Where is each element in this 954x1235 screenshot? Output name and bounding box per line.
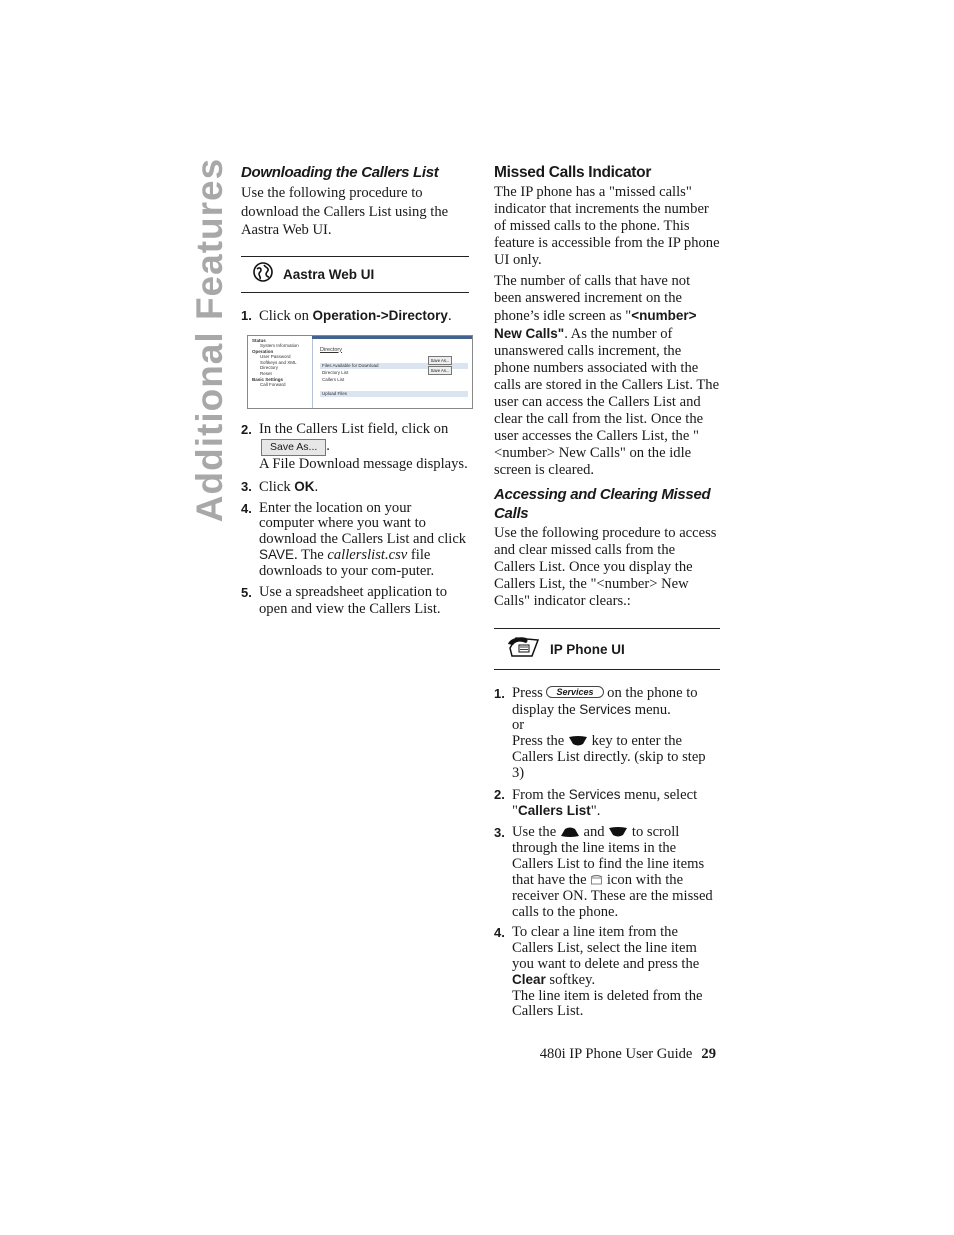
step-text: menu, select "	[512, 786, 698, 820]
download-step-5	[241, 584, 469, 618]
step-number: 2.	[494, 786, 505, 802]
screenshot-save-as-button: Save As...	[428, 356, 452, 365]
step-text: From the	[512, 786, 569, 803]
step-text-or: or	[512, 717, 525, 734]
step-text: Click	[259, 478, 295, 495]
step-text-end: file downloads to your com-puter.	[259, 547, 435, 579]
step-text: Press the	[512, 732, 565, 749]
screenshot-sidebar-item: Status	[252, 337, 266, 343]
downloading-intro: Use the following procedure to download the Callers List using the Aastra Web UI.	[241, 185, 449, 238]
ip-phone-ui-label: IP Phone UI	[550, 641, 625, 657]
step-number: 4.	[494, 925, 505, 941]
screenshot-title: Directory	[320, 346, 343, 353]
services-menu-label: Services	[568, 786, 621, 802]
step-text: key to enter the Callers List directly. (skip to step 3)	[512, 732, 706, 781]
missed-call-phone-icon	[590, 874, 603, 890]
step-text: To clear a line item from the Callers List, select the line item you want to delete and press the	[512, 924, 700, 972]
download-steps-continued	[241, 421, 469, 619]
new-calls-indicator-text: <number> New Calls"	[494, 308, 697, 341]
step-text: icon with the receiver ON. These are the missed calls to the phone.	[512, 871, 713, 920]
callerslist-filename: callerslist.csv	[327, 547, 408, 564]
ip-phone-ui-banner	[494, 628, 720, 670]
down-arrow-key-icon	[608, 826, 628, 842]
save-as-button[interactable]: Save As...	[261, 439, 326, 456]
section-side-tab	[180, 157, 240, 523]
step-text: Press	[512, 685, 543, 701]
step-text-end: .	[326, 437, 330, 454]
screenshot-sidebar-item: Reset	[260, 371, 272, 377]
screenshot-sidebar	[248, 336, 313, 408]
aastra-web-ui-label: Aastra Web UI	[283, 266, 375, 282]
down-arrow-key-icon	[568, 735, 588, 751]
screenshot-sidebar-item: Softkeys and XML	[260, 359, 297, 365]
screenshot-sidebar-item: Call Forward	[260, 382, 286, 388]
save-label: SAVE	[259, 547, 295, 563]
guide-title: 480i IP Phone User Guide	[539, 1046, 693, 1062]
step-number: 4.	[241, 500, 252, 516]
step-text: Enter the location on your computer where you want to download the Callers List and click	[259, 499, 467, 547]
missed-step-3	[494, 825, 720, 921]
screenshot-row: Callers List	[322, 376, 345, 382]
step-text-end: ".	[590, 803, 601, 820]
screenshot-save-as-button: Save As...	[428, 366, 452, 375]
screenshot-row: Directory List	[322, 369, 349, 375]
step-text: softkey.	[545, 972, 596, 989]
step-text: In the Callers List field, click on	[259, 420, 449, 437]
missed-calls-para-1: The IP phone has a "missed calls" indicator that increments the number of missed calls to the phone. This feature is accessible from the IP phone UI only.	[494, 184, 720, 268]
download-step-3	[241, 478, 469, 496]
page-footer	[494, 1046, 716, 1063]
step-text-end: .	[314, 478, 319, 495]
section-side-tab-label: Additional Features	[189, 157, 230, 523]
ok-label: OK	[294, 478, 315, 494]
screenshot-sidebar-item: Directory	[260, 365, 279, 371]
callers-list-option: Callers List	[517, 803, 591, 819]
missed-calls-para-2	[494, 273, 720, 479]
para-text: . As the number of unanswered calls increment, the phone numbers associated with the calls are stored in the Callers List. The user can access the Callers List and clear the call from the list. Once the user accesses the Callers List, the "<number> New Calls" on the idle screen is cleared.	[494, 326, 720, 478]
screenshot-sidebar-item: Basic Settings	[252, 376, 284, 382]
missed-step-2	[494, 787, 720, 820]
step-number: 2.	[241, 421, 252, 437]
right-column	[494, 163, 720, 1025]
step-text: menu.	[634, 701, 671, 718]
web-ui-directory-screenshot	[247, 335, 473, 409]
download-steps	[241, 307, 469, 325]
downloading-callers-list-heading: Downloading the Callers List	[241, 164, 439, 181]
step-text: Click on	[259, 307, 313, 324]
step-text: . The	[294, 547, 328, 564]
missed-calls-steps	[494, 686, 720, 1020]
step-text: to scroll through the line items in the Callers List to find the line items that have the	[512, 823, 705, 888]
missed-step-1	[494, 686, 720, 782]
services-menu-label: Services	[579, 701, 632, 717]
step-result-text: A File Download message displays.	[259, 455, 468, 472]
missed-step-4	[494, 925, 720, 1020]
screenshot-sidebar-item: System Information	[260, 343, 299, 349]
step-text: and	[583, 823, 605, 840]
screenshot-topbar	[312, 336, 472, 339]
screenshot-sidebar-item: User Password	[260, 354, 291, 360]
para-text: The number of calls that have not been answered increment on the phone’s idle screen as "	[494, 273, 691, 324]
download-step-4	[241, 501, 469, 580]
clear-softkey-label: Clear	[512, 972, 546, 988]
aastra-web-ui-banner	[241, 256, 469, 293]
step-result-text: The line item is deleted from the Callers List.	[512, 987, 703, 1020]
phone-icon	[506, 634, 540, 665]
step-number: 1.	[494, 686, 505, 701]
globe-icon	[253, 262, 273, 287]
download-step-1	[241, 307, 469, 325]
left-column	[241, 163, 469, 623]
step-number: 1.	[241, 307, 252, 323]
screenshot-row: Files Available for Download	[320, 363, 468, 369]
screenshot-sidebar-item: Operation	[252, 348, 274, 354]
screenshot-row: Upload Files	[320, 391, 468, 397]
services-key-button[interactable]: Services	[546, 686, 603, 698]
step-text: Use a spreadsheet application to open and view the Callers List.	[259, 584, 448, 618]
step-text: Use the	[512, 823, 557, 840]
operation-directory-menu-path: Operation->Directory	[312, 307, 448, 323]
step-text-end: .	[447, 307, 452, 324]
download-step-2	[241, 421, 469, 473]
up-arrow-key-icon	[560, 826, 580, 842]
step-number: 3.	[241, 478, 252, 494]
missed-calls-heading: Missed Calls Indicator	[494, 164, 652, 181]
step-number: 5.	[241, 585, 252, 601]
accessing-intro: Use the following procedure to access and clear missed calls from the Callers List. Once you display the Callers List, the "<number> New Calls" indicator clears.:	[494, 525, 717, 609]
accessing-clearing-heading: Accessing and Clearing Missed Calls	[494, 486, 711, 522]
page-number: 29	[701, 1046, 716, 1062]
step-number: 3.	[494, 824, 505, 840]
step-text: on the phone to display the	[512, 685, 698, 718]
